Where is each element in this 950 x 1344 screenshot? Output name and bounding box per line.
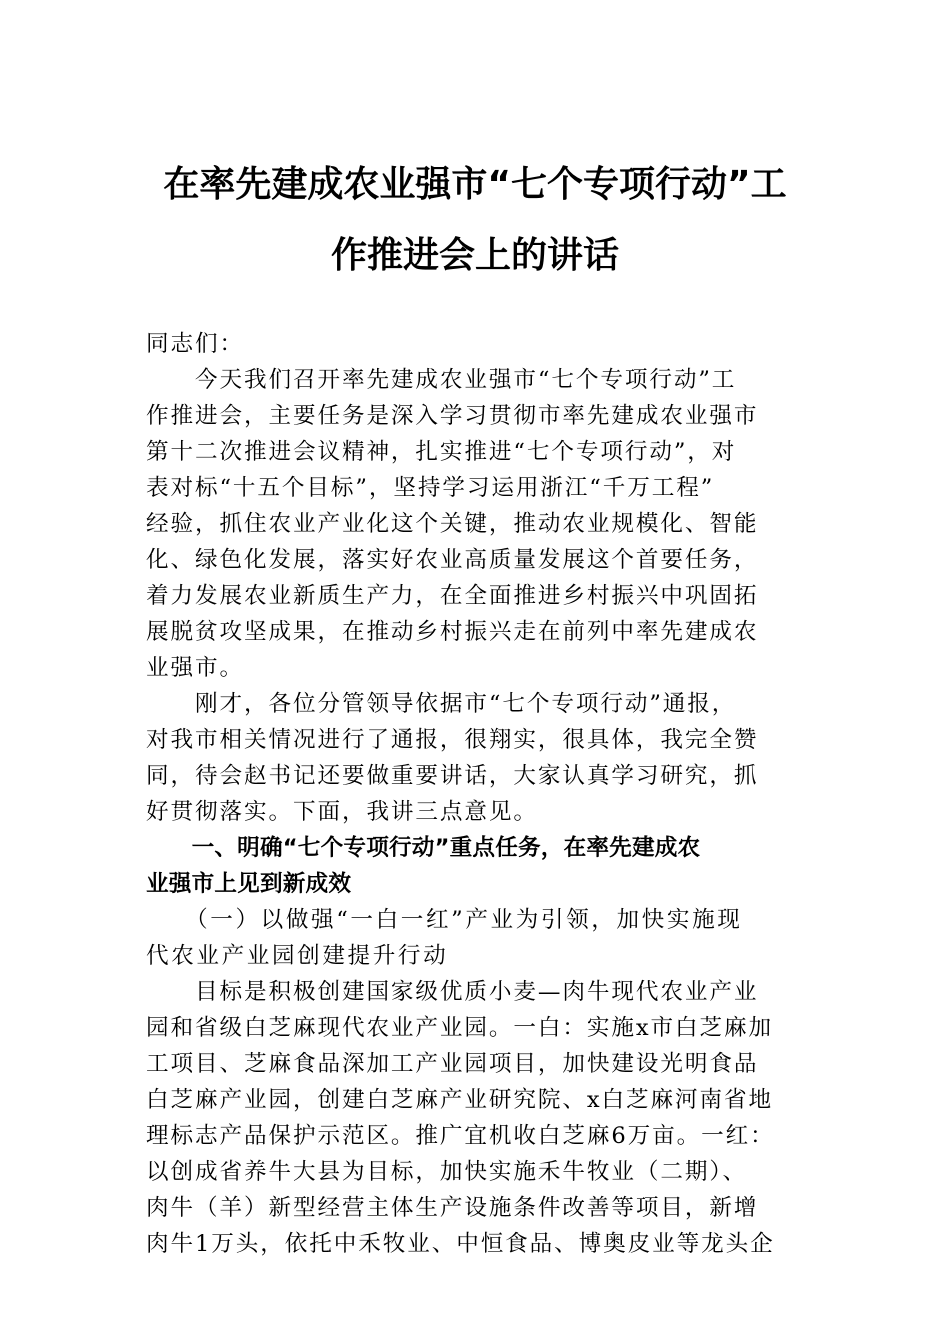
paragraph-line: 园和省级白芝麻现代农业产业园。一白：实施x市白芝麻加 bbox=[146, 1015, 773, 1041]
paragraph-line: 目标是积极创建国家级优质小麦—肉牛现代农业产业 bbox=[146, 979, 759, 1005]
paragraph-line: 作推进会，主要任务是深入学习贯彻市率先建成农业强市 bbox=[146, 403, 759, 429]
paragraph-line: 理标志产品保护示范区。推广宜机收白芝麻6万亩。一红： bbox=[146, 1123, 775, 1149]
paragraph-line: 业强市。 bbox=[146, 655, 244, 681]
document-title-line-2: 作推进会上的讲话 bbox=[330, 235, 619, 276]
paragraph-line: 工项目、芝麻食品深加工产业园项目，加快建设光明食品 bbox=[146, 1051, 759, 1077]
paragraph-line: 肉牛（羊）新型经营主体生产设施条件改善等项目，新增 bbox=[146, 1195, 759, 1221]
subsection-heading-line: 代农业产业园创建提升行动 bbox=[146, 943, 449, 969]
paragraph-line: 对我市相关情况进行了通报，很翔实，很具体，我完全赞 bbox=[146, 727, 759, 753]
paragraph-line: 展脱贫攻坚成果，在推动乡村振兴走在前列中率先建成农 bbox=[146, 619, 759, 645]
section-heading-line: 一、明确“七个专项行动”重点任务，在率先建成农 bbox=[146, 835, 701, 861]
paragraph-line: 白芝麻产业园，创建白芝麻产业研究院、x白芝麻河南省地 bbox=[146, 1087, 773, 1113]
section-heading-line: 业强市上见到新成效 bbox=[146, 871, 352, 897]
paragraph-line: 第十二次推进会议精神，扎实推进“七个专项行动”，对 bbox=[146, 439, 737, 465]
paragraph-line: 刚才，各位分管领导依据市“七个专项行动”通报， bbox=[146, 691, 737, 717]
subsection-heading-line: （一）以做强“一白一红”产业为引领，加快实施现 bbox=[146, 907, 743, 933]
paragraph-line: 着力发展农业新质生产力，在全面推进乡村振兴中巩固拓 bbox=[146, 583, 759, 609]
paragraph-line: 以创成省养牛大县为目标，加快实施禾牛牧业（二期）、 bbox=[146, 1159, 748, 1185]
paragraph-line: 化、绿色化发展，落实好农业高质量发展这个首要任务， bbox=[146, 547, 759, 573]
paragraph-line: 肉牛1万头，依托中禾牧业、中恒食品、博奥皮业等龙头企 bbox=[146, 1231, 775, 1257]
paragraph-line: 今天我们召开率先建成农业强市“七个专项行动”工 bbox=[146, 367, 737, 393]
document-title-line-1: 在率先建成农业强市“七个专项行动”工 bbox=[163, 164, 787, 205]
salutation: 同志们： bbox=[146, 331, 244, 357]
paragraph-line: 同，待会赵书记还要做重要讲话，大家认真学习研究，抓 bbox=[146, 763, 759, 789]
paragraph-line: 经验，抓住农业产业化这个关键，推动农业规模化、智能 bbox=[146, 511, 759, 537]
paragraph-line: 表对标“十五个目标”，坚持学习运用浙江“千万工程” bbox=[146, 475, 715, 501]
paragraph-line: 好贯彻落实。下面，我讲三点意见。 bbox=[146, 799, 538, 825]
